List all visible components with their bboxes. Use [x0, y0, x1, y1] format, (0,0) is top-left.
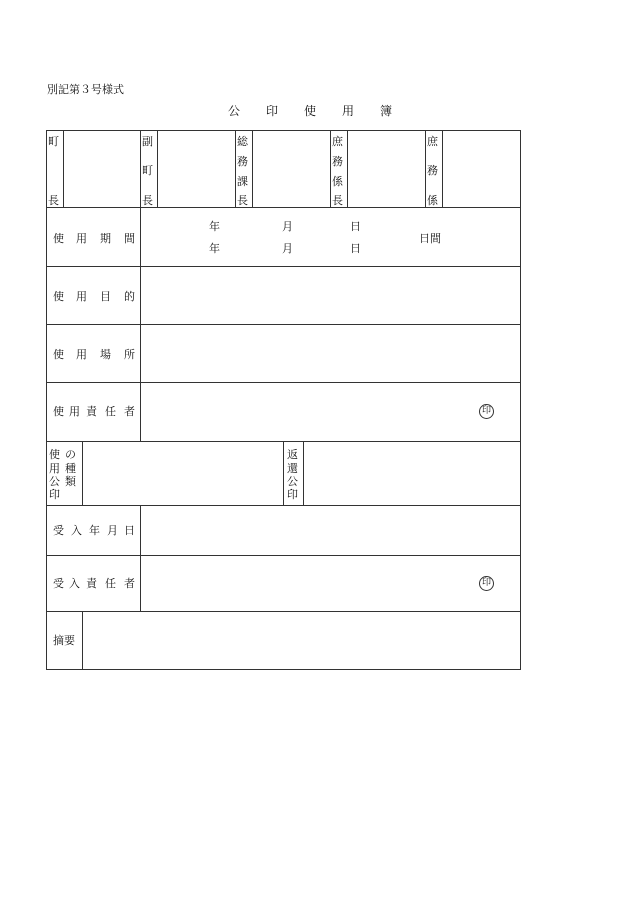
title-char: 簿 — [380, 104, 393, 118]
title-char: 公 — [228, 104, 241, 118]
approval-label: 務 — [427, 164, 438, 177]
approval-label: 副 — [142, 135, 153, 148]
label-char: 任 — [105, 577, 116, 590]
seal-mark: 印 — [479, 576, 494, 591]
remarks-label: 摘要 — [53, 634, 75, 647]
month-unit: 月 — [282, 220, 293, 233]
return-field[interactable] — [304, 442, 520, 505]
label-char: 者 — [124, 405, 135, 418]
label-char: 責 — [86, 405, 97, 418]
title-char: 使 — [304, 104, 317, 118]
label-char: 使 — [53, 405, 64, 418]
label-char: 種 — [65, 462, 76, 475]
label-char: の — [65, 448, 76, 461]
label-char: 使 — [49, 448, 60, 461]
remarks-field[interactable] — [83, 612, 520, 669]
approval-label: 庶 — [332, 135, 343, 148]
received-person-field[interactable] — [141, 556, 520, 611]
label-char: 使 — [53, 232, 64, 245]
label-char: 公 — [287, 475, 298, 488]
label-char: 間 — [124, 232, 135, 245]
label-char: 受 — [53, 524, 64, 537]
label-char: 者 — [124, 577, 135, 590]
approval-label: 係 — [427, 194, 438, 207]
label-char: 公 — [49, 475, 60, 488]
label-char: 用 — [76, 348, 87, 361]
day-unit: 日 — [350, 220, 361, 233]
label-char: 期 — [100, 232, 111, 245]
purpose-field[interactable] — [141, 267, 520, 324]
label-char: 場 — [100, 348, 111, 361]
label-char: 目 — [100, 290, 111, 303]
label-char: 用 — [49, 462, 60, 475]
label-char: 印 — [287, 488, 298, 501]
label-char: 用 — [76, 232, 87, 245]
label-char: 用 — [69, 405, 80, 418]
month-unit: 月 — [282, 242, 293, 255]
label-char: 月 — [107, 524, 118, 537]
approval-label: 庶 — [427, 135, 438, 148]
day-unit: 日 — [350, 242, 361, 255]
label-char: 所 — [124, 348, 135, 361]
label-char: 還 — [287, 462, 298, 475]
approval-label: 長 — [332, 194, 343, 207]
approval-label: 課 — [237, 175, 248, 188]
responsible-field[interactable] — [141, 383, 520, 441]
approval-label: 町 — [48, 135, 59, 148]
title-char: 印 — [266, 104, 279, 118]
approval-label: 町 — [142, 164, 153, 177]
approval-label: 務 — [237, 155, 248, 168]
received-date-field[interactable] — [141, 506, 520, 555]
approval-label: 長 — [142, 194, 153, 207]
seal-mark: 印 — [479, 404, 494, 419]
label-char: 年 — [89, 524, 100, 537]
approval-label: 務 — [332, 155, 343, 168]
year-unit: 年 — [209, 242, 220, 255]
label-char: 入 — [71, 524, 82, 537]
label-char: 使 — [53, 348, 64, 361]
duration-unit: 日間 — [419, 232, 441, 245]
label-char: 使 — [53, 290, 64, 303]
title-char: 用 — [342, 104, 355, 118]
approval-label: 長 — [237, 194, 248, 207]
seal-type-field[interactable] — [83, 442, 283, 505]
label-char: 受 — [53, 577, 64, 590]
label-char: 用 — [76, 290, 87, 303]
year-unit: 年 — [209, 220, 220, 233]
label-char: 日 — [124, 524, 135, 537]
approval-label: 長 — [48, 194, 59, 207]
approval-label: 総 — [237, 135, 248, 148]
label-char: 返 — [287, 448, 298, 461]
label-char: 入 — [69, 577, 80, 590]
approval-label: 係 — [332, 175, 343, 188]
label-char: 類 — [65, 475, 76, 488]
label-char: 的 — [124, 290, 135, 303]
form-number: 別記第３号様式 — [47, 83, 124, 96]
label-char: 任 — [105, 405, 116, 418]
label-char: 印 — [49, 488, 60, 501]
place-field[interactable] — [141, 325, 520, 382]
label-char: 責 — [86, 577, 97, 590]
